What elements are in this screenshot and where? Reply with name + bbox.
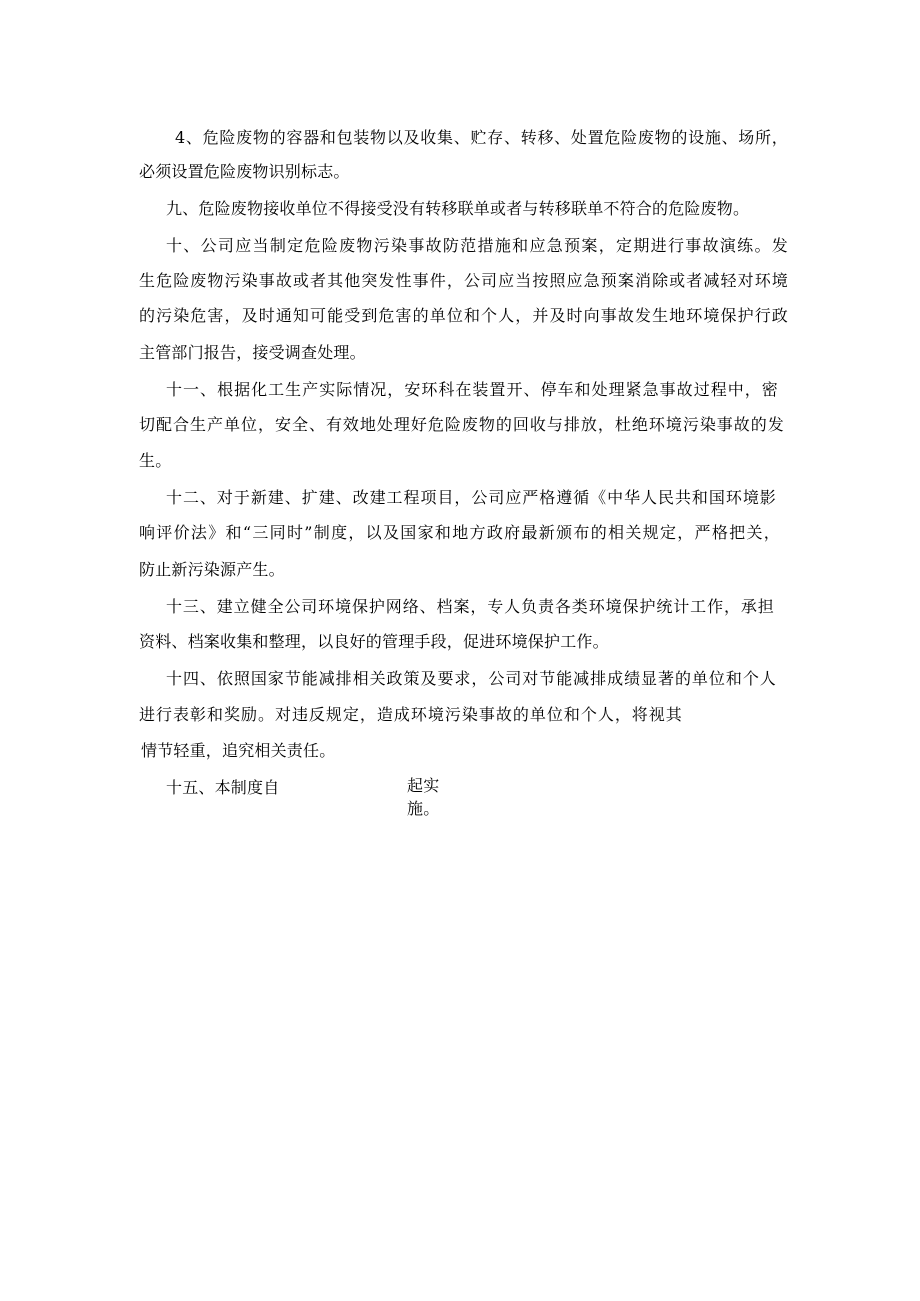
paragraph-10-line-3: 的污染危害，及时通知可能受到危害的单位和个人，并及时向事故发生地环境保护行政 bbox=[139, 306, 788, 325]
paragraph-4-line-2: 必须设置危险废物识别标志。 bbox=[139, 162, 350, 181]
paragraph-11-line-2: 切配合生产单位，安全、有效地处理好危险废物的回收与排放，杜绝环境污染事故的发 bbox=[139, 415, 784, 434]
paragraph-12-line-2: 响评价法》和“三同时”制度，以及国家和地方政府最新颁布的相关规定，严格把关， bbox=[139, 523, 780, 542]
paragraph-4-line-1: 4、危险废物的容器和包装物以及收集、贮存、转移、处置危险废物的设施、场所， bbox=[175, 128, 788, 147]
paragraph-9-line-1: 九、危险废物接收单位不得接受没有转移联单或者与转移联单不符合的危险废物。 bbox=[166, 199, 750, 218]
paragraph-10-line-4: 主管部门报告，接受调查处理。 bbox=[139, 343, 366, 362]
paragraph-11-line-1: 十一、根据化工生产实际情况，安环科在装置开、停车和处理紧急事故过程中，密 bbox=[166, 380, 778, 399]
paragraph-15-line-3: 施。 bbox=[407, 799, 440, 818]
paragraph-11-line-3: 生。 bbox=[139, 451, 172, 470]
paragraph-13-line-1: 十三、建立健全公司环境保护网络、档案，专人负责各类环境保护统计工作，承担 bbox=[166, 597, 774, 616]
paragraph-15-line-2: 起实 bbox=[407, 776, 440, 795]
paragraph-12-line-1: 十二、对于新建、扩建、改建工程项目，公司应严格遵循《中华人民共和国环境影 bbox=[166, 488, 776, 507]
paragraph-10-line-2: 生危险废物污染事故或者其他突发性事件，公司应当按照应急预案消除或者减轻对环境 bbox=[139, 271, 788, 290]
paragraph-14-line-2: 进行表彰和奖励。对违反规定，造成环境污染事故的单位和个人，将视其 bbox=[139, 705, 682, 724]
paragraph-13-line-2: 资料、档案收集和整理，以良好的管理手段，促进环境保护工作。 bbox=[139, 632, 609, 651]
paragraph-15-line-1: 十五、本制度自 bbox=[166, 778, 280, 797]
paragraph-14-line-1: 十四、依照国家节能减排相关政策及要求，公司对节能减排成绩显著的单位和个人 bbox=[166, 669, 776, 688]
paragraph-14-line-3: 情节轻重，追究相关责任。 bbox=[141, 741, 336, 760]
paragraph-12-line-3: 防止新污染源产生。 bbox=[139, 560, 285, 579]
paragraph-10-line-1: 十、公司应当制定危险废物污染事故防范措施和应急预案，定期进行事故演练。发 bbox=[166, 236, 788, 255]
